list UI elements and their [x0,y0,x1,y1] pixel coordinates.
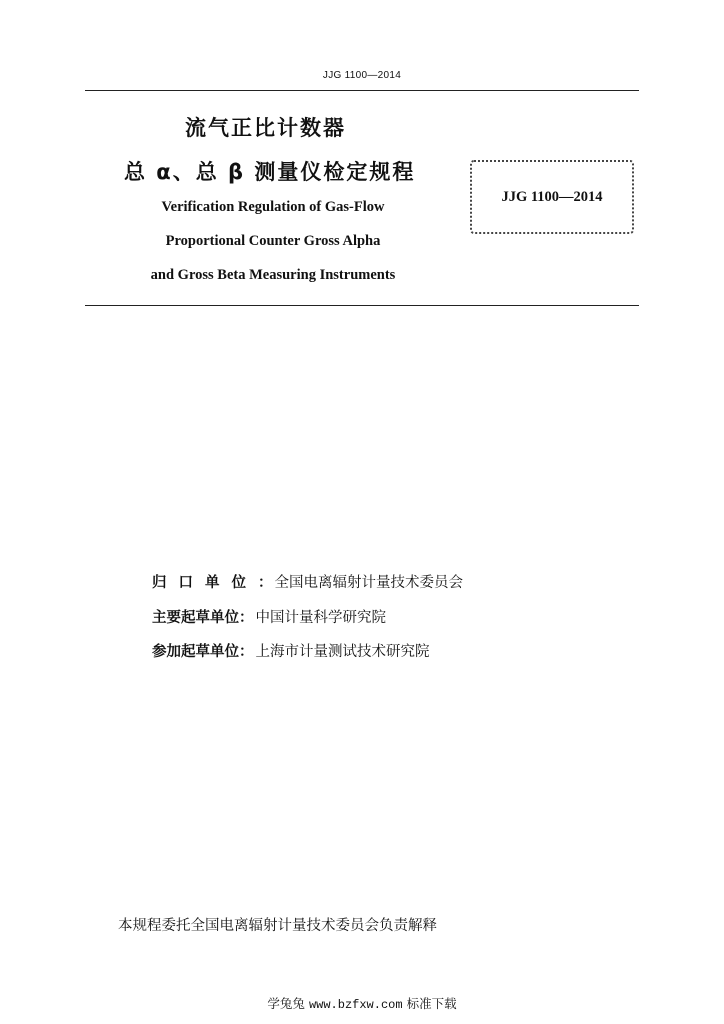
unit-row-main-drafter: 主要起草单位 ： 中国计量科学研究院 [152,606,386,627]
unit-value: 中国计量科学研究院 [255,610,386,626]
unit-value: 全国电离辐射计量技术委员会 [274,575,463,591]
unit-row-responsible: 归口单位 ： 全国电离辐射计量技术委员会 [152,571,463,592]
interpretation-note: 本规程委托全国电离辐射计量技术委员会负责解释 [118,918,437,934]
unit-label: 主要起草单位 [152,610,239,626]
unit-label: 归口单位 [152,575,258,591]
unit-value: 上海市计量测试技术研究院 [255,644,430,660]
title-en-line2: Proportional Counter Gross Alpha [165,233,381,249]
title-cn-line2: 总 α、总 β 测量仪检定规程 [124,160,416,184]
bottom-divider [85,305,639,306]
unit-row-participating-drafter: 参加起草单位 ： 上海市计量测试技术研究院 [152,640,430,661]
title-en-line1: Verification Regulation of Gas-Flow [161,199,385,215]
title-en-line3: and Gross Beta Measuring Instruments [150,267,396,283]
title-cn-line1: 流气正比计数器 [185,116,346,140]
footer-url[interactable]: www.bzfxw.com [308,998,403,1012]
standard-code: JJG 1100—2014 [501,189,603,205]
top-divider [85,90,639,91]
header-standard-code: JJG 1100—2014 [322,70,402,81]
footer-site-name: 学兔兔 [267,996,305,1011]
footer-tagline: 标准下载 [406,996,457,1011]
unit-label: 参加起草单位 [152,644,239,660]
download-footer [0,994,724,1012]
